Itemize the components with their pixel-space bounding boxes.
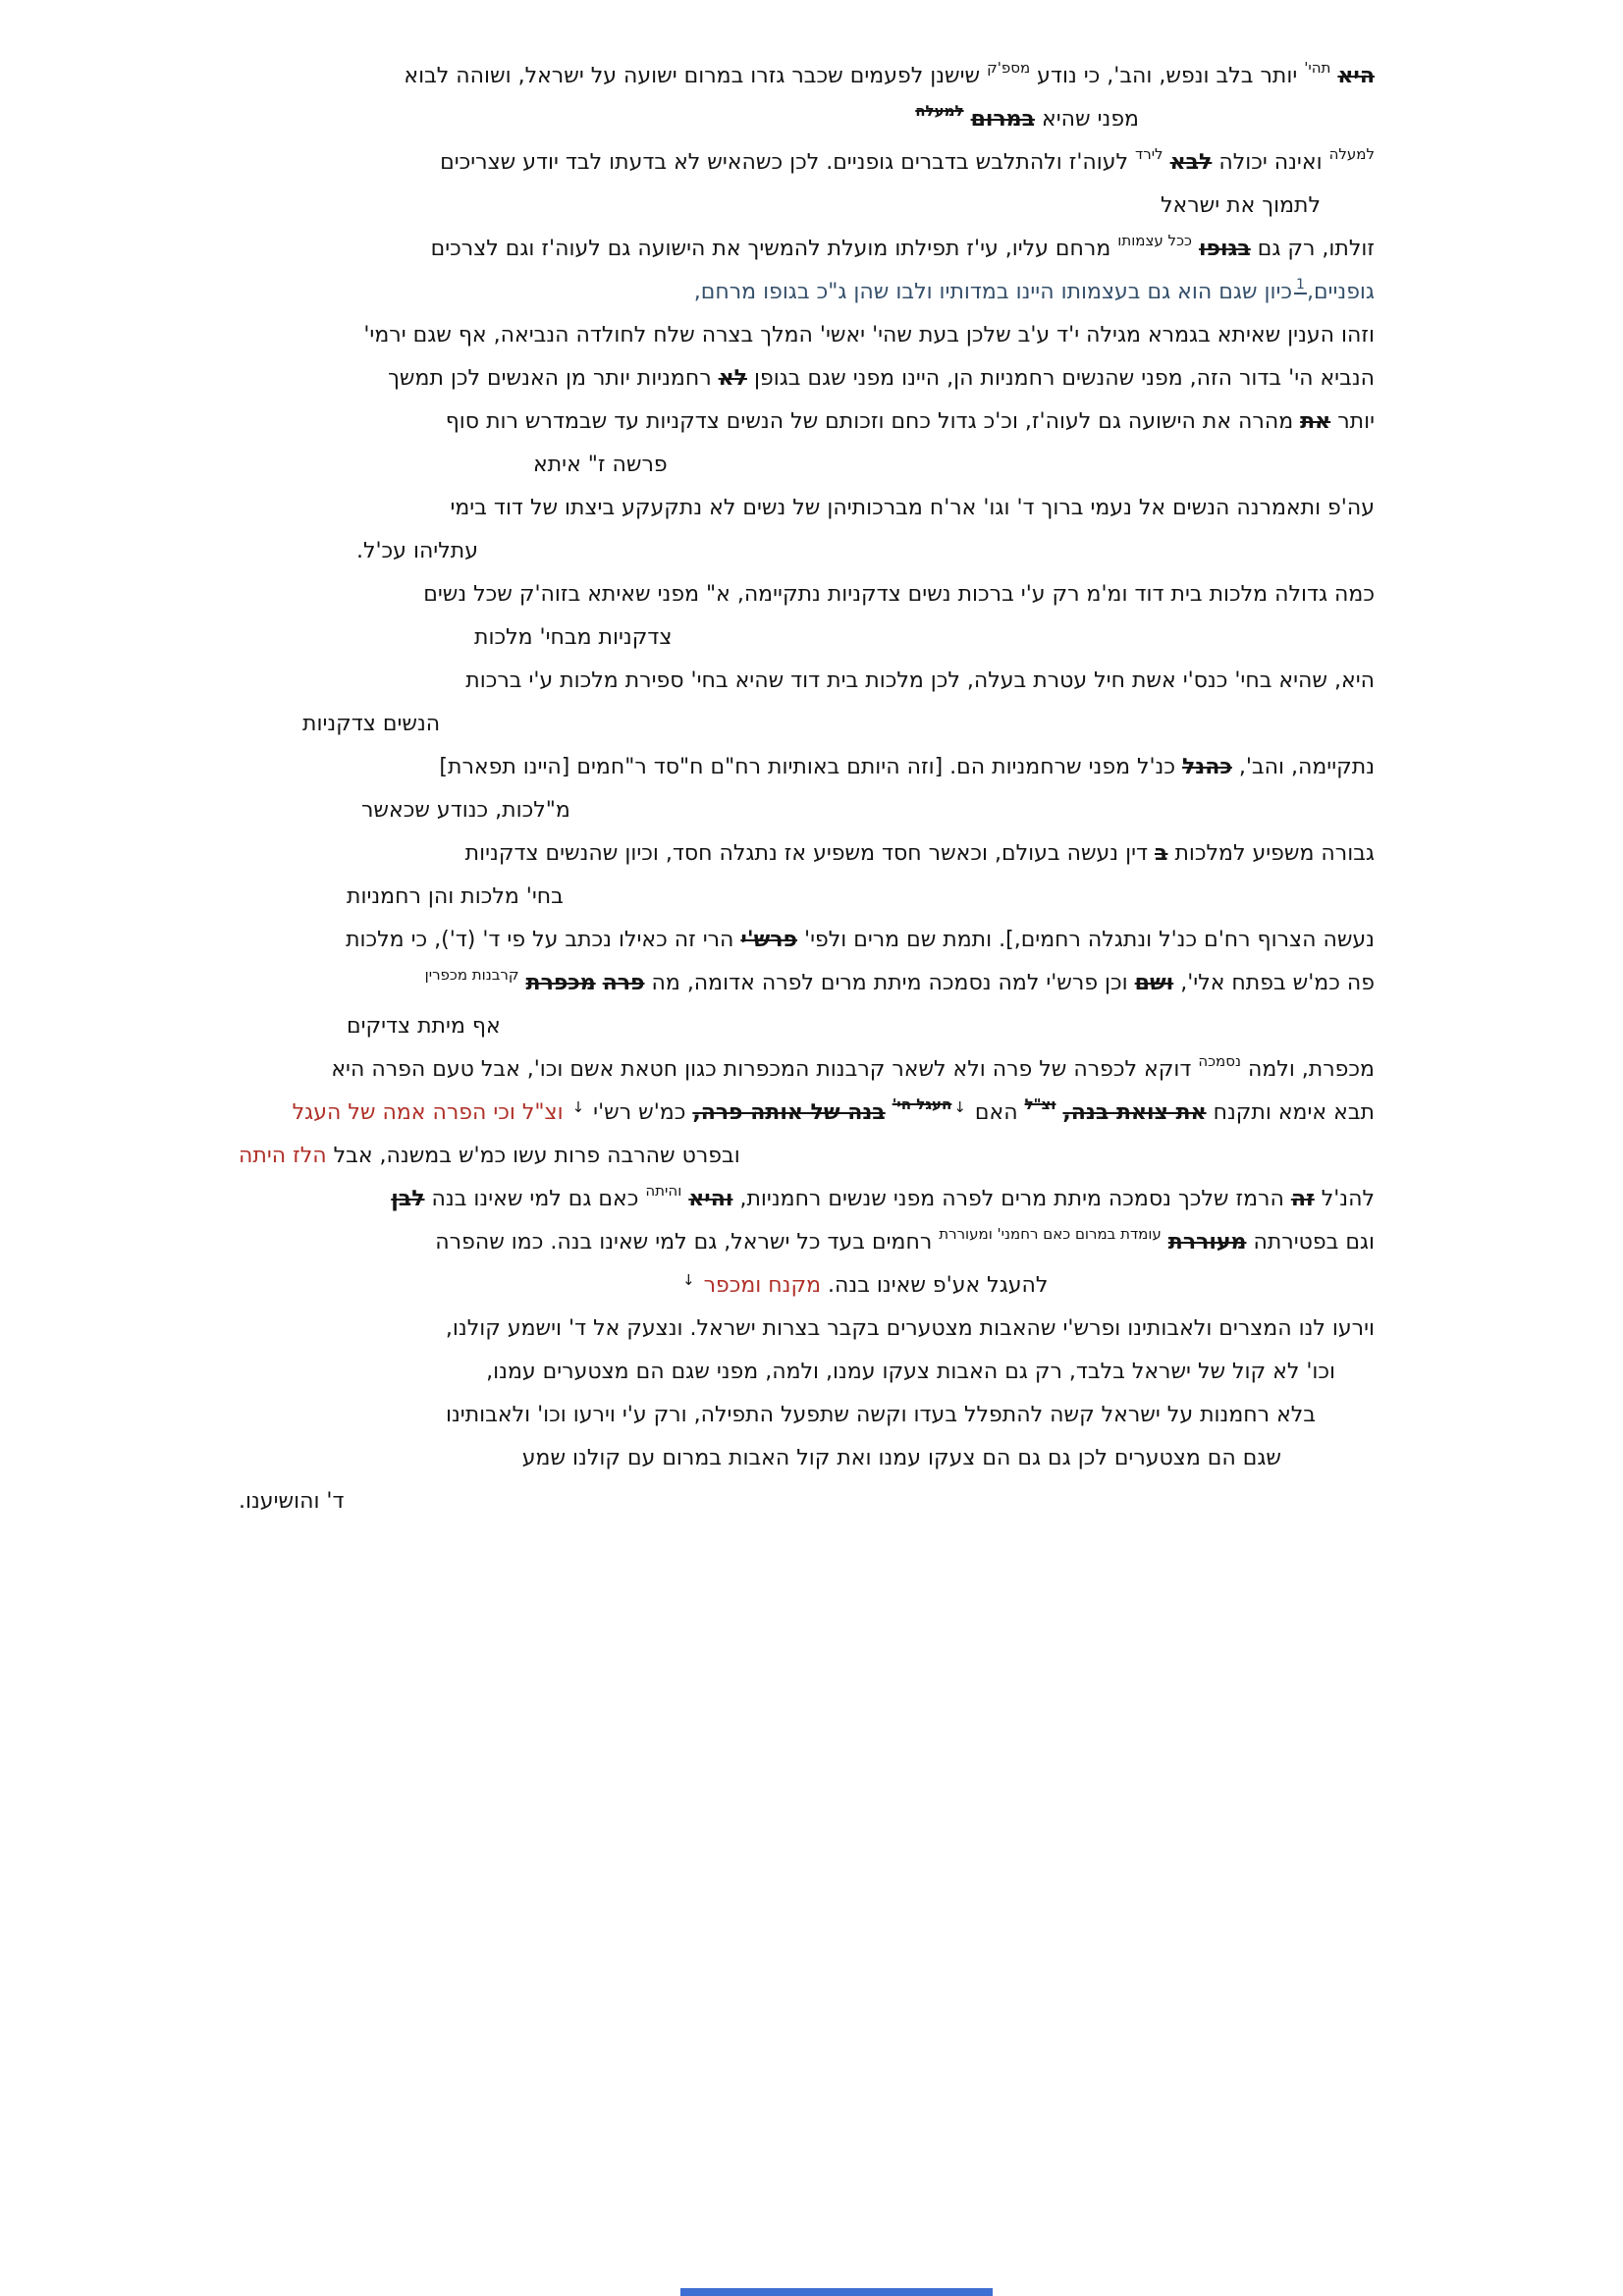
text-segment: רחמניות יותר מן האנשים לכן תמשך [388, 366, 719, 391]
text-line [239, 1351, 1375, 1394]
bottom-blue-bar [680, 2288, 993, 2296]
text-segment: הנביא הי' בדור הזה, מפני שהנשים רחמניות הן, היינו מפני שגם בגופן [746, 366, 1375, 391]
text-line [239, 1480, 1375, 1523]
text-line [239, 444, 1375, 487]
text-segment: האם [967, 1100, 1025, 1125]
insertion-arrow-icon: ↓ [571, 1098, 585, 1116]
text-segment: הרי זה כאילו נכתב על פי ד' (ד'), כי מלכות [346, 928, 741, 952]
text-segment [327, 1144, 334, 1168]
text-segment: צדקניות מבחי' מלכות [474, 625, 673, 650]
text-line [239, 185, 1375, 228]
text-segment [596, 971, 603, 995]
text-segment [964, 107, 971, 132]
text-segment: פרשה ז" איתא [533, 453, 668, 477]
text-segment: עתליהו עכ'ל. [356, 539, 478, 563]
strikethrough-text: בנה של אותה פרה, [692, 1100, 886, 1125]
strikethrough-text: זה [1290, 1187, 1315, 1211]
text-line [239, 530, 1375, 573]
red-annotation-text: וצ"ל וכי הפרה אמה של העגל [292, 1100, 564, 1125]
superscript-insertion: לירד [1135, 145, 1163, 163]
strikethrough-text: למעלה [915, 102, 964, 120]
strikethrough-text: את [1300, 409, 1331, 434]
text-segment: היא, שהיא בחי' כנס'י אשת חיל עטרת בעלה, לכן מלכות בית דוד שהיא בחי' ספירת מלכות ע'י ברכות [465, 668, 1375, 693]
strikethrough-text: ב [1155, 841, 1168, 866]
text-segment: ובפרט שהרבה פרות עשו כמ'ש במשנה, אבל [333, 1144, 740, 1168]
text-segment: להנ'ל [1314, 1187, 1375, 1211]
superscript-insertion: והיתה [645, 1182, 682, 1200]
text-line [239, 487, 1375, 530]
text-line [239, 573, 1375, 616]
text-segment: שישנן לפעמים שכבר גזרו במרום ישועה על ישראל, ושוהה לבוא [404, 64, 988, 88]
text-segment: דין נעשה בעולם, וכאשר חסד משפיע אז נתגלה חסד, וכיון שהנשים צדקניות [464, 841, 1156, 866]
text-segment [1192, 237, 1199, 261]
text-segment: כאם גם למי שאינו בנה [424, 1187, 646, 1211]
text-segment [821, 1273, 828, 1298]
superscript-insertion: למעלה [1328, 145, 1375, 163]
text-segment: נעשה הצרוף רח'ם כנ'ל ונתגלה רחמים,]. ותמת שם מרים ולפי' [797, 928, 1375, 952]
strikethrough-text: מכפרת [525, 971, 596, 995]
text-segment: מהרה את הישועה גם לעוה'ז, וכ'כ גדול כחם וזכותם של הנשים צדקניות עד שבמדרש רות סוף [445, 409, 1301, 434]
text-segment: להעגל אע'פ שאינו בנה. [828, 1273, 1049, 1298]
text-line [239, 1264, 1375, 1308]
strikethrough-text: והיא [688, 1187, 733, 1211]
text-segment: רחמים בעד כל ישראל, גם למי שאינו בנה. כמו שהפרה [435, 1230, 940, 1255]
text-line [239, 314, 1375, 357]
text-segment: כנ'ל מפני שרחמניות הם. [וזה היותם באותיות רח"ם ח"סד ר"חמים [היינו תפארת] [439, 755, 1182, 779]
text-segment: מכפרת, ולמה [1241, 1057, 1375, 1082]
text-segment: וגם בפטירתה [1246, 1230, 1375, 1255]
text-line [239, 1394, 1375, 1437]
insertion-arrow-icon: ↓ [953, 1098, 966, 1116]
text-line [239, 1178, 1375, 1221]
red-annotation-text: מקנח ומכפר [703, 1273, 822, 1298]
text-segment: כיון שגם הוא גם בעצמותו היינו במדותיו ולבו שהן ג"כ בגופו מרחם, [693, 280, 1293, 304]
strikethrough-text: פרה [602, 971, 645, 995]
text-line [239, 876, 1375, 919]
text-segment: גופניים, [1306, 280, 1375, 304]
text-line [239, 357, 1375, 400]
text-line [239, 1005, 1375, 1048]
text-segment: כמ'ש רש'י [586, 1100, 693, 1125]
text-line [239, 1221, 1375, 1264]
text-line [239, 962, 1375, 1005]
strikethrough-text: היא [1337, 64, 1375, 88]
strikethrough-text: לבן [391, 1187, 425, 1211]
text-segment [1162, 1230, 1168, 1255]
text-line [239, 832, 1375, 876]
strikethrough-text: במרום [970, 107, 1036, 132]
text-segment: גבורה משפיע למלכות [1167, 841, 1375, 866]
strikethrough-text: פרש'י [740, 928, 798, 952]
text-segment: נתקיימה, והב', [1231, 755, 1375, 779]
text-segment: מפני שהיא [1035, 107, 1139, 132]
text-segment: הנשים צדקניות [302, 712, 441, 736]
strikethrough-text: ושם [1134, 971, 1174, 995]
text-segment: לעוה'ז ולהתלבש בדברים גופניים. לכן כשהאיש לא בדעתו לבד יודע שצריכים [440, 150, 1136, 175]
superscript-insertion: קרבנות מכפרין [424, 966, 519, 984]
text-line [239, 400, 1375, 444]
text-segment: פה כמ'ש בפתח אלי', [1173, 971, 1375, 995]
strikethrough-text: כהנל [1182, 755, 1232, 779]
footnote-marker: 1 [1296, 277, 1305, 293]
strikethrough-text: בגופו [1198, 237, 1251, 261]
text-segment: ואינה יכולה [1212, 150, 1329, 175]
text-segment: תבא אימא ותקנח [1206, 1100, 1375, 1125]
text-segment: בלא רחמנות על ישראל קשה להתפלל בעדו וקשה שתפעל התפילה, ורק ע'י וירעו וכו' ולאבותינו [446, 1403, 1316, 1427]
text-line [239, 55, 1375, 98]
text-segment [697, 1273, 704, 1298]
superscript-insertion: מספ'ק [987, 59, 1031, 77]
strikethrough-text: לא [718, 366, 747, 391]
text-line [239, 98, 1375, 141]
text-segment: וכו' לא קול של ישראל בלבד, רק גם האבות צעקו עמנו, ולמה, מפני שגם הם מצטערים עמנו, [486, 1360, 1335, 1384]
text-segment: וירעו לנו המצרים ולאבותינו ופרש'י שהאבות מצטערים בקבר בצרות ישראל. ונצעק אל ד' וישמע קולנו, [445, 1316, 1375, 1341]
superscript-insertion: ככל עצמותו [1117, 232, 1192, 249]
text-segment: יותר בלב ונפש, והב', כי נודע [1030, 64, 1305, 88]
text-segment: לתמוך את ישראל [1160, 193, 1321, 218]
superscript-insertion: עומדת במרום כאם רחמני' ומעוררת [939, 1225, 1162, 1243]
text-segment: דוקא לכפרה של פרה ולא לשאר קרבנות המכפרות כגון חטאת אשם וכו', אבל טעם הפרה היא [331, 1057, 1199, 1082]
text-line [239, 228, 1375, 271]
text-segment: וכן פרש'י למה נסמכה מיתת מרים לפרה אדומה, מה [644, 971, 1135, 995]
text-segment: בחי' מלכות והן רחמניות [347, 884, 564, 909]
text-segment: מ"לכות, כנודע שכאשר [361, 798, 570, 823]
text-segment: הרמז שלכך נסמכה מיתת מרים לפרה מפני שנשים רחמניות, [732, 1187, 1291, 1211]
text-segment: מרחם עליו, עי'ז תפילתו מועלת להמשיך את הישועה גם לעוה'ז וגם לצרכים [430, 237, 1118, 261]
strikethrough-text: מעוררת [1167, 1230, 1247, 1255]
text-segment: כמה גדולה מלכות בית דוד ומ'מ רק ע'י ברכות נשים צדקניות נתקיימה, א" מפני שאיתא בזוה'ק שכל נשים [423, 582, 1375, 607]
text-segment [564, 1100, 570, 1125]
superscript-insertion: נסמכה [1198, 1052, 1241, 1070]
text-line [239, 746, 1375, 789]
strikethrough-text: לבא [1169, 150, 1213, 175]
text-line [239, 141, 1375, 185]
text-line [239, 1308, 1375, 1351]
text-segment: שגם הם מצטערים לכן גם גם הם צעקו עמנו ואת קול האבות במרום עם קולנו שמע [521, 1446, 1281, 1470]
text-line [239, 1092, 1375, 1135]
text-line [239, 1135, 1375, 1178]
strikethrough-text: את צואת בנה, [1062, 1100, 1207, 1125]
text-segment: זולתו, רק גם [1250, 237, 1375, 261]
text-segment [886, 1100, 893, 1125]
text-block [239, 55, 1375, 1523]
text-line [239, 1048, 1375, 1092]
text-line [239, 660, 1375, 703]
text-segment [519, 971, 526, 995]
text-line [239, 703, 1375, 746]
text-segment [1163, 150, 1170, 175]
text-line [239, 919, 1375, 962]
text-segment: וזהו הענין שאיתא בגמרא מגילה י'ד ע'ב שלכן בעת שהי' יאשי' המלך בצרה שלח לחולדה הנביאה, אף שגם ירמי' [363, 323, 1375, 347]
text-line [239, 1437, 1375, 1480]
strikethrough-text: וצ"ל [1024, 1095, 1056, 1113]
text-line [239, 616, 1375, 660]
text-segment: אף מיתת צדיקים [347, 1014, 501, 1039]
strikethrough-text: העגל הי' [892, 1095, 952, 1113]
superscript-insertion: תהי' [1304, 59, 1331, 77]
text-segment: עה'פ ותאמרנה הנשים אל נעמי ברוך ד' וגו' אר'ח מברכותיהן של נשים לא נתקעקע ביצתו של דוד בימי [450, 496, 1375, 520]
text-line [239, 789, 1375, 832]
text-segment: ד' והושיענו. [239, 1489, 345, 1514]
red-annotation-text: הלז היתה [239, 1144, 327, 1168]
text-line [239, 271, 1375, 314]
text-segment: יותר [1330, 409, 1375, 434]
insertion-arrow-icon: ↓ [682, 1271, 695, 1289]
